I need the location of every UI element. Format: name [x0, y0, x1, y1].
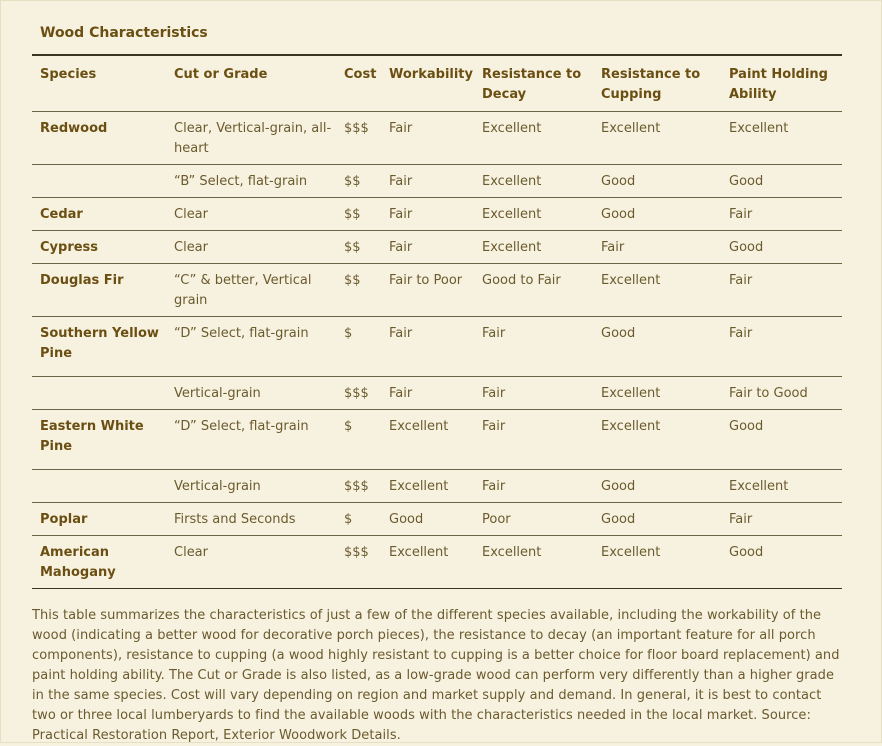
cell-cupping: Good — [593, 470, 721, 503]
header-cost: Cost — [336, 55, 381, 112]
cell-cut: “B” Select, flat-grain — [166, 165, 336, 198]
cell-cut: Clear, Vertical-grain, all-heart — [166, 112, 336, 165]
cell-cupping: Fair — [593, 231, 721, 264]
cell-workability: Fair — [381, 231, 474, 264]
table-row — [32, 198, 842, 231]
cell-species: Cypress — [32, 231, 166, 264]
cell-species: Poplar — [32, 503, 166, 536]
cell-cost: $$$ — [336, 536, 381, 589]
cell-decay: Fair — [474, 377, 593, 410]
cell-species: Redwood — [32, 112, 166, 165]
table-row — [32, 470, 842, 503]
cell-decay: Excellent — [474, 231, 593, 264]
cell-cost: $ — [336, 317, 381, 377]
cell-cost: $$ — [336, 231, 381, 264]
cell-cut: “D” Select, flat-grain — [166, 317, 336, 377]
cell-cost: $$ — [336, 165, 381, 198]
cell-cost: $$$ — [336, 470, 381, 503]
cell-cut: Vertical-grain — [166, 470, 336, 503]
cell-decay: Excellent — [474, 536, 593, 589]
cell-cost: $ — [336, 503, 381, 536]
cell-cost: $$$ — [336, 377, 381, 410]
table-row — [32, 536, 842, 589]
cell-paint: Fair — [721, 503, 842, 536]
cell-workability: Excellent — [381, 536, 474, 589]
table-row — [32, 165, 842, 198]
cell-paint: Good — [721, 410, 842, 470]
cell-paint: Good — [721, 536, 842, 589]
cell-cut: “D” Select, flat-grain — [166, 410, 336, 470]
table-row — [32, 377, 842, 410]
cell-cupping: Excellent — [593, 410, 721, 470]
cell-species — [32, 165, 166, 198]
cell-workability: Good — [381, 503, 474, 536]
cell-cut: Firsts and Seconds — [166, 503, 336, 536]
cell-cupping: Good — [593, 317, 721, 377]
cell-cost: $$ — [336, 264, 381, 317]
cell-cut: Clear — [166, 231, 336, 264]
header-cut-or-grade: Cut or Grade — [166, 55, 336, 112]
cell-cut: Vertical-grain — [166, 377, 336, 410]
header-resistance-decay: Resistance to Decay — [474, 55, 593, 112]
cell-decay: Fair — [474, 410, 593, 470]
cell-workability: Fair — [381, 198, 474, 231]
cell-paint: Excellent — [721, 470, 842, 503]
cell-species — [32, 470, 166, 503]
cell-cost: $ — [336, 410, 381, 470]
cell-species: Cedar — [32, 198, 166, 231]
wood-characteristics-table — [32, 54, 842, 589]
cell-cupping: Excellent — [593, 377, 721, 410]
table-row — [32, 264, 842, 317]
cell-cupping: Excellent — [593, 536, 721, 589]
cell-decay: Good to Fair — [474, 264, 593, 317]
cell-workability: Fair to Poor — [381, 264, 474, 317]
table-row — [32, 503, 842, 536]
cell-paint: Fair — [721, 317, 842, 377]
cell-decay: Poor — [474, 503, 593, 536]
cell-decay: Excellent — [474, 165, 593, 198]
cell-paint: Excellent — [721, 112, 842, 165]
header-resistance-cupping: Resistance to Cupping — [593, 55, 721, 112]
cell-workability: Fair — [381, 377, 474, 410]
table-title: Wood Characteristics — [40, 25, 208, 41]
header-workability: Workability — [381, 55, 474, 112]
cell-species: American Mahogany — [32, 536, 166, 589]
table-row — [32, 112, 842, 165]
cell-workability: Fair — [381, 317, 474, 377]
cell-cost: $$ — [336, 198, 381, 231]
cell-workability: Fair — [381, 112, 474, 165]
cell-cupping: Good — [593, 165, 721, 198]
cell-cupping: Good — [593, 198, 721, 231]
cell-cut: Clear — [166, 198, 336, 231]
header-species: Species — [32, 55, 166, 112]
header-paint-holding: Paint Holding Ability — [721, 55, 842, 112]
cell-cut: “C” & better, Vertical grain — [166, 264, 336, 317]
cell-decay: Excellent — [474, 112, 593, 165]
cell-decay: Fair — [474, 317, 593, 377]
cell-decay: Excellent — [474, 198, 593, 231]
cell-species: Douglas Fir — [32, 264, 166, 317]
cell-cupping: Excellent — [593, 264, 721, 317]
cell-cut: Clear — [166, 536, 336, 589]
cell-paint: Good — [721, 231, 842, 264]
cell-species — [32, 377, 166, 410]
cell-species: Eastern White Pine — [32, 410, 166, 470]
table-caption-note: This table summarizes the characteristics of just a few of the different species available, including the workability of the wood (indicating a better wood for decorative porch pieces), the resistance to decay (an important feature for all porch components), resistance to cupping (a wood highly resistant to cupping is a better choice for floor board replacement) and paint holding ability. The Cut or Grade is also listed, as a low-grade wood can perform very differently than a higher grade in the same species. Cost will vary depending on region and market supply and demand. In general, it is best to contact two or three local lumberyards to find the available woods with the characteristics needed in the local market. Source: Practical Restoration Report, Exterior Woodwork Details. — [32, 608, 840, 743]
table-header-row — [32, 55, 842, 112]
cell-decay: Fair — [474, 470, 593, 503]
cell-workability: Excellent — [381, 410, 474, 470]
cell-paint: Good — [721, 165, 842, 198]
table-row — [32, 410, 842, 470]
cell-paint: Fair — [721, 264, 842, 317]
table-row — [32, 231, 842, 264]
table-row — [32, 317, 842, 377]
cell-paint: Fair to Good — [721, 377, 842, 410]
cell-cupping: Good — [593, 503, 721, 536]
cell-cupping: Excellent — [593, 112, 721, 165]
cell-workability: Fair — [381, 165, 474, 198]
cell-workability: Excellent — [381, 470, 474, 503]
cell-species: Southern Yellow Pine — [32, 317, 166, 377]
cell-paint: Fair — [721, 198, 842, 231]
cell-cost: $$$ — [336, 112, 381, 165]
